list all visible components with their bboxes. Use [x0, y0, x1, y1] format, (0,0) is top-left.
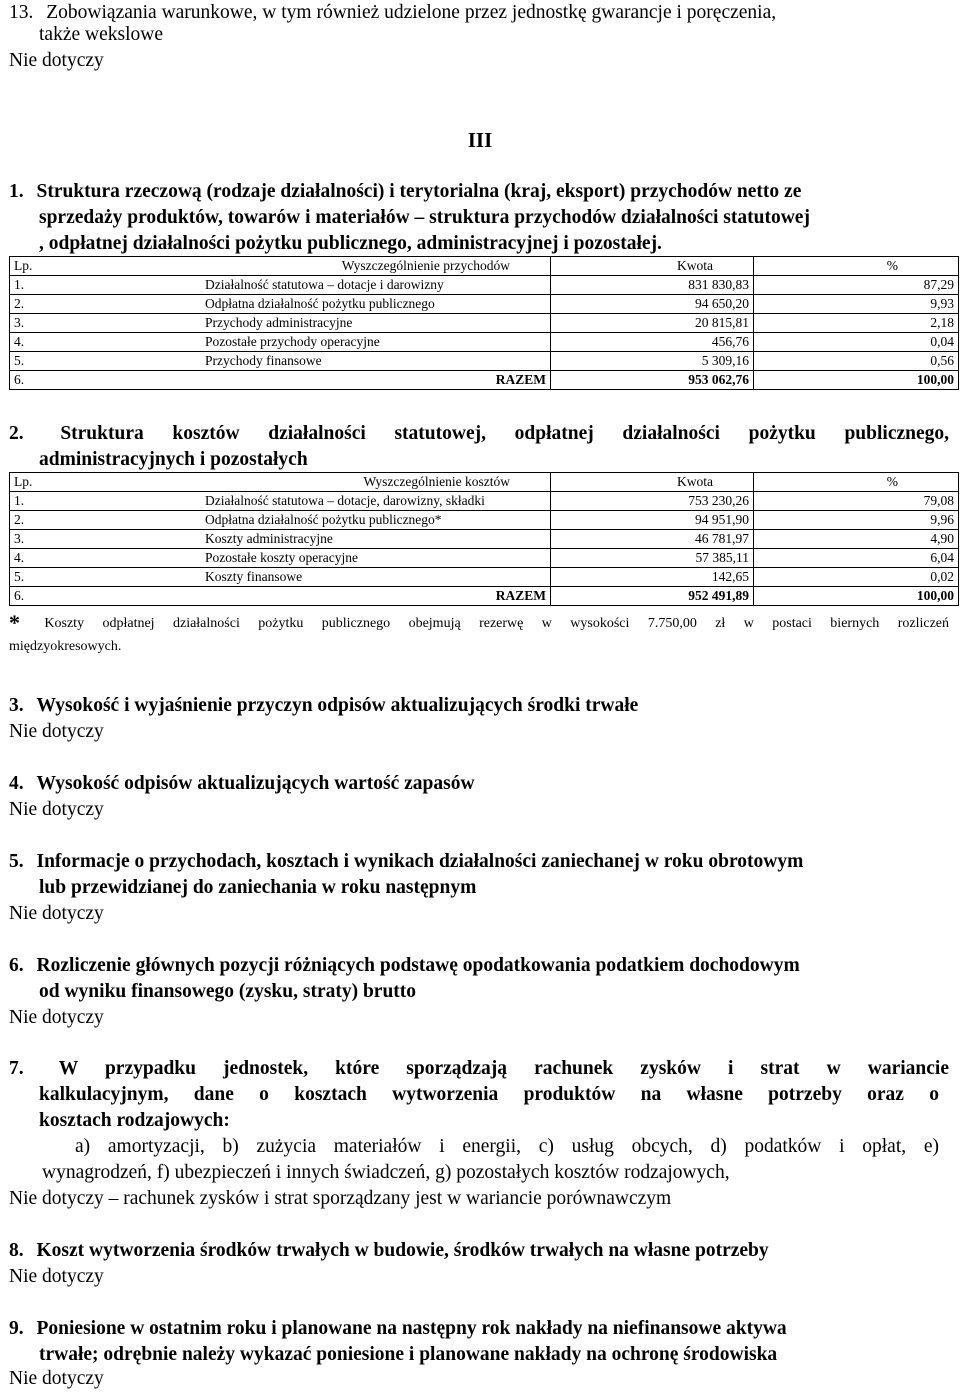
s7-title-line3: kosztach rodzajowych: — [39, 1110, 230, 1131]
header-pct: % — [754, 257, 959, 276]
s7-status: Nie dotyczy – rachunek zysków i strat sporządzany jest w wariancie porównawczym — [9, 1188, 672, 1209]
row-lp: 5. — [10, 352, 202, 371]
row-name: Działalność statutowa – dotacje i darowizny — [201, 276, 551, 295]
total-amount: 952 491,89 — [551, 587, 754, 606]
row-name: Pozostałe koszty operacyjne — [201, 549, 551, 568]
s7-title-line1: W przypadku jednostek, które sporządzają rachunek zysków i strat w wariancie — [58, 1058, 950, 1079]
s3-title: Wysokość i wyjaśnienie przyczyn odpisów aktualizujących środki trwałe — [36, 695, 639, 716]
section-number: 13. — [9, 2, 34, 23]
row-amount: 46 781,97 — [551, 530, 754, 549]
s7-heading — [9, 1056, 949, 1082]
table-row — [10, 530, 959, 549]
row-name: Odpłatna działalność pożytku publicznego — [201, 295, 551, 314]
s2-heading — [9, 421, 949, 447]
s5-status: Nie dotyczy — [9, 903, 104, 924]
s8-status: Nie dotyczy — [9, 1266, 104, 1287]
s9-status: Nie dotyczy — [9, 1368, 104, 1389]
s2-number: 2. — [9, 423, 24, 444]
s6-status: Nie dotyczy — [9, 1007, 104, 1028]
header-desc: Wyszczególnienie kosztów — [201, 473, 551, 492]
table-total-row — [10, 587, 959, 606]
table-row — [10, 511, 959, 530]
s9-heading — [9, 1316, 949, 1342]
header-amount: Kwota — [551, 473, 754, 492]
total-label: RAZEM — [201, 587, 551, 606]
s5-title-line1: Informacje o przychodach, kosztach i wynikach działalności zaniechanej w roku obrotowym — [36, 851, 804, 872]
table-row — [10, 333, 959, 352]
s6-title-line2: od wyniku finansowego (zysku, straty) brutto — [39, 981, 417, 1002]
cost-footnote — [9, 610, 949, 635]
row-amount: 57 385,11 — [551, 549, 754, 568]
s9-number: 9. — [9, 1318, 24, 1339]
row-amount: 5 309,16 — [551, 352, 754, 371]
row-name: Koszty administracyjne — [201, 530, 551, 549]
revenue-table — [9, 256, 959, 390]
row-pct: 79,08 — [754, 492, 959, 511]
row-lp: 2. — [10, 511, 202, 530]
s6-heading — [9, 953, 800, 979]
row-pct: 0,04 — [754, 333, 959, 352]
s5-heading — [9, 849, 803, 875]
row-lp: 3. — [10, 314, 202, 333]
header-desc: Wyszczególnienie przychodów — [201, 257, 551, 276]
table-header-row — [10, 473, 959, 492]
s4-status: Nie dotyczy — [9, 799, 104, 820]
row-lp: 4. — [10, 549, 202, 568]
s8-title: Koszt wytworzenia środków trwałych w budowie, środków trwałych na własne potrzeby — [36, 1240, 769, 1261]
table-row — [10, 568, 959, 587]
row-lp: 1. — [10, 492, 202, 511]
part-roman-numeral: III — [467, 128, 493, 152]
table-row — [10, 352, 959, 371]
total-label: RAZEM — [201, 371, 551, 390]
s4-number: 4. — [9, 773, 24, 794]
row-pct: 6,04 — [754, 549, 959, 568]
s8-heading — [9, 1238, 769, 1264]
section-13-title-cont: także wekslowe — [39, 24, 163, 45]
row-amount: 94 951,90 — [551, 511, 754, 530]
row-name: Koszty finansowe — [201, 568, 551, 587]
s1-title-line2: sprzedaży produktów, towarów i materiałów – struktura przychodów działalności statutowej — [39, 207, 810, 228]
total-amount: 953 062,76 — [551, 371, 754, 390]
row-pct: 9,96 — [754, 511, 959, 530]
header-pct: % — [754, 473, 959, 492]
row-amount: 20 815,81 — [551, 314, 754, 333]
s2-title-line1: Struktura kosztów działalności statutowej, odpłatnej działalności pożytku publicznego, — [60, 423, 950, 444]
s4-heading — [9, 771, 475, 797]
table-header-row — [10, 257, 959, 276]
row-lp: 3. — [10, 530, 202, 549]
section-title: Zobowiązania warunkowe, w tym również udzielone przez jednostkę gwarancje i poręczenia, — [46, 2, 777, 23]
footnote-star: * — [9, 610, 20, 635]
table-row — [10, 314, 959, 333]
s9-title-line2: trwałe; odrębnie należy wykazać poniesione i planowane nakłady na ochronę środowiska — [39, 1344, 778, 1365]
s5-title-line2: lub przewidzianej do zaniechania w roku następnym — [39, 877, 477, 898]
s3-number: 3. — [9, 695, 24, 716]
table-row — [10, 492, 959, 511]
section-13-status: Nie dotyczy — [9, 50, 104, 71]
s7-list-line1: a) amortyzacji, b) zużycia materiałów i energii, c) usług obcych, d) podatków i opłat, e) — [75, 1136, 939, 1157]
row-lp: 5. — [10, 568, 202, 587]
row-amount: 142,65 — [551, 568, 754, 587]
row-name: Odpłatna działalność pożytku publicznego* — [201, 511, 551, 530]
s8-number: 8. — [9, 1240, 24, 1261]
row-amount: 94 650,20 — [551, 295, 754, 314]
row-name: Działalność statutowa – dotacje, darowizny, składki — [201, 492, 551, 511]
header-amount: Kwota — [551, 257, 754, 276]
s5-number: 5. — [9, 851, 24, 872]
s6-title-line1: Rozliczenie głównych pozycji różniących podstawę opodatkowania podatkiem dochodowym — [36, 955, 800, 976]
row-pct: 0,56 — [754, 352, 959, 371]
s3-heading — [9, 693, 638, 719]
s1-heading — [9, 179, 949, 205]
table-row — [10, 276, 959, 295]
s7-list-line2: wynagrodzeń, f) ubezpieczeń i innych świadczeń, g) pozostałych kosztów rodzajowych, — [42, 1162, 730, 1183]
cost-table — [9, 472, 959, 606]
total-pct: 100,00 — [754, 371, 959, 390]
s1-number: 1. — [9, 181, 24, 202]
s9-title-line1: Poniesione w ostatnim roku i planowane na następny rok nakłady na niefinansowe aktywa — [36, 1318, 787, 1339]
header-lp: Lp. — [10, 473, 202, 492]
row-amount: 831 830,83 — [551, 276, 754, 295]
s1-title-line3: , odpłatnej działalności pożytku publicznego, administracyjnej i pozostałej. — [39, 233, 662, 254]
row-name: Pozostałe przychody operacyjne — [201, 333, 551, 352]
row-lp: 1. — [10, 276, 202, 295]
s3-status: Nie dotyczy — [9, 721, 104, 742]
total-lp: 6. — [10, 371, 202, 390]
row-name: Przychody administracyjne — [201, 314, 551, 333]
s1-title-line1: Struktura rzeczową (rodzaje działalności) i terytorialna (kraj, eksport) przychodów netto ze — [36, 181, 802, 202]
table-row — [10, 295, 959, 314]
row-lp: 4. — [10, 333, 202, 352]
row-amount: 753 230,26 — [551, 492, 754, 511]
total-pct: 100,00 — [754, 587, 959, 606]
row-pct: 2,18 — [754, 314, 959, 333]
header-lp: Lp. — [10, 257, 202, 276]
footnote-line2: międzyokresowych. — [9, 639, 122, 654]
s7-title-line2: kalkulacyjnym, dane o kosztach wytworzenia produktów na własne potrzeby oraz o — [39, 1084, 939, 1105]
table-total-row — [10, 371, 959, 390]
footnote-line1: Koszty odpłatnej działalności pożytku publicznego obejmują rezerwę w wysokości 7.750,00 zł w postaci biernych rozliczeń — [44, 616, 949, 631]
s2-title-line2: administracyjnych i pozostałych — [39, 449, 308, 470]
s4-title: Wysokość odpisów aktualizujących wartość zapasów — [36, 773, 475, 794]
row-pct: 87,29 — [754, 276, 959, 295]
row-pct: 4,90 — [754, 530, 959, 549]
s7-number: 7. — [9, 1058, 24, 1079]
s6-number: 6. — [9, 955, 24, 976]
row-lp: 2. — [10, 295, 202, 314]
table-row — [10, 549, 959, 568]
row-pct: 0,02 — [754, 568, 959, 587]
total-lp: 6. — [10, 587, 202, 606]
row-amount: 456,76 — [551, 333, 754, 352]
row-pct: 9,93 — [754, 295, 959, 314]
row-name: Przychody finansowe — [201, 352, 551, 371]
